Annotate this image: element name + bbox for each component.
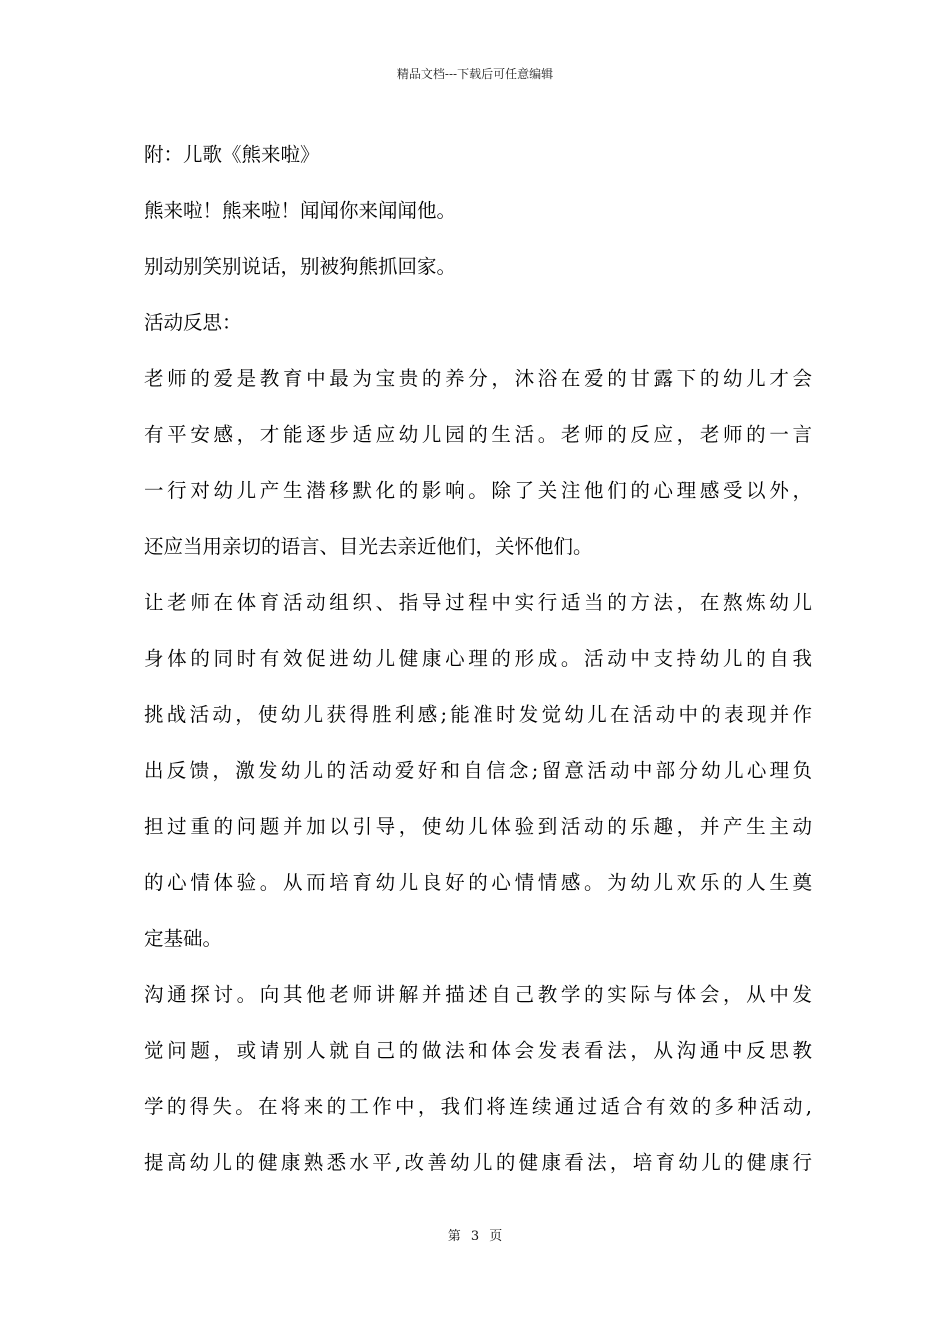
page-number: 3 — [470, 1229, 480, 1244]
body-line: 活动反思： — [144, 311, 242, 334]
body-line: 身体的同时有效促进幼儿健康心理的形成。活动中支持幼儿的自我 — [144, 647, 812, 670]
page-number-prefix: 第 — [447, 1229, 461, 1244]
document-body — [144, 127, 812, 1191]
body-line: 老师的爱是教育中最为宝贵的养分，沐浴在爱的甘露下的幼儿才会 — [144, 367, 812, 390]
page-number-suffix: 页 — [489, 1229, 503, 1244]
body-line: 的心情体验。从而培育幼儿良好的心情情感。为幼儿欢乐的人生奠 — [144, 871, 812, 894]
page-header — [0, 66, 950, 82]
body-line: 别动别笑别说话，别被狗熊抓回家。 — [144, 255, 457, 278]
body-line: 还应当用亲切的语言、目光去亲近他们，关怀他们。 — [144, 535, 593, 558]
body-line: 熊来啦！熊来啦！闻闻你来闻闻他。 — [144, 199, 457, 222]
body-line: 学的得失。在将来的工作中，我们将连续通过适合有效的多种活动, — [144, 1095, 812, 1118]
body-line: 担过重的问题并加以引导，使幼儿体验到活动的乐趣，并产生主动 — [144, 815, 812, 838]
header-text: 精品文档---下载后可任意编辑 — [396, 67, 554, 81]
body-line: 定基础。 — [144, 927, 223, 950]
body-line: 有平安感，才能逐步适应幼儿园的生活。老师的反应，老师的一言 — [144, 423, 812, 446]
body-line: 一行对幼儿产生潜移默化的影响。除了关注他们的心理感受以外， — [144, 479, 812, 502]
body-line: 出反馈，激发幼儿的活动爱好和自信念;留意活动中部分幼儿心理负 — [144, 759, 812, 782]
body-line: 提高幼儿的健康熟悉水平,改善幼儿的健康看法，培育幼儿的健康行 — [144, 1151, 812, 1174]
body-line: 沟通探讨。向其他老师讲解并描述自己教学的实际与体会，从中发 — [144, 983, 812, 1006]
body-line: 挑战活动，使幼儿获得胜利感;能准时发觉幼儿在活动中的表现并作 — [144, 703, 812, 726]
body-line: 觉问题，或请别人就自己的做法和体会发表看法，从沟通中反思教 — [144, 1039, 812, 1062]
body-line: 让老师在体育活动组织、指导过程中实行适当的方法，在熬炼幼儿 — [144, 591, 812, 614]
body-line: 附：儿歌《熊来啦》 — [144, 143, 320, 166]
page-footer — [0, 1228, 950, 1246]
